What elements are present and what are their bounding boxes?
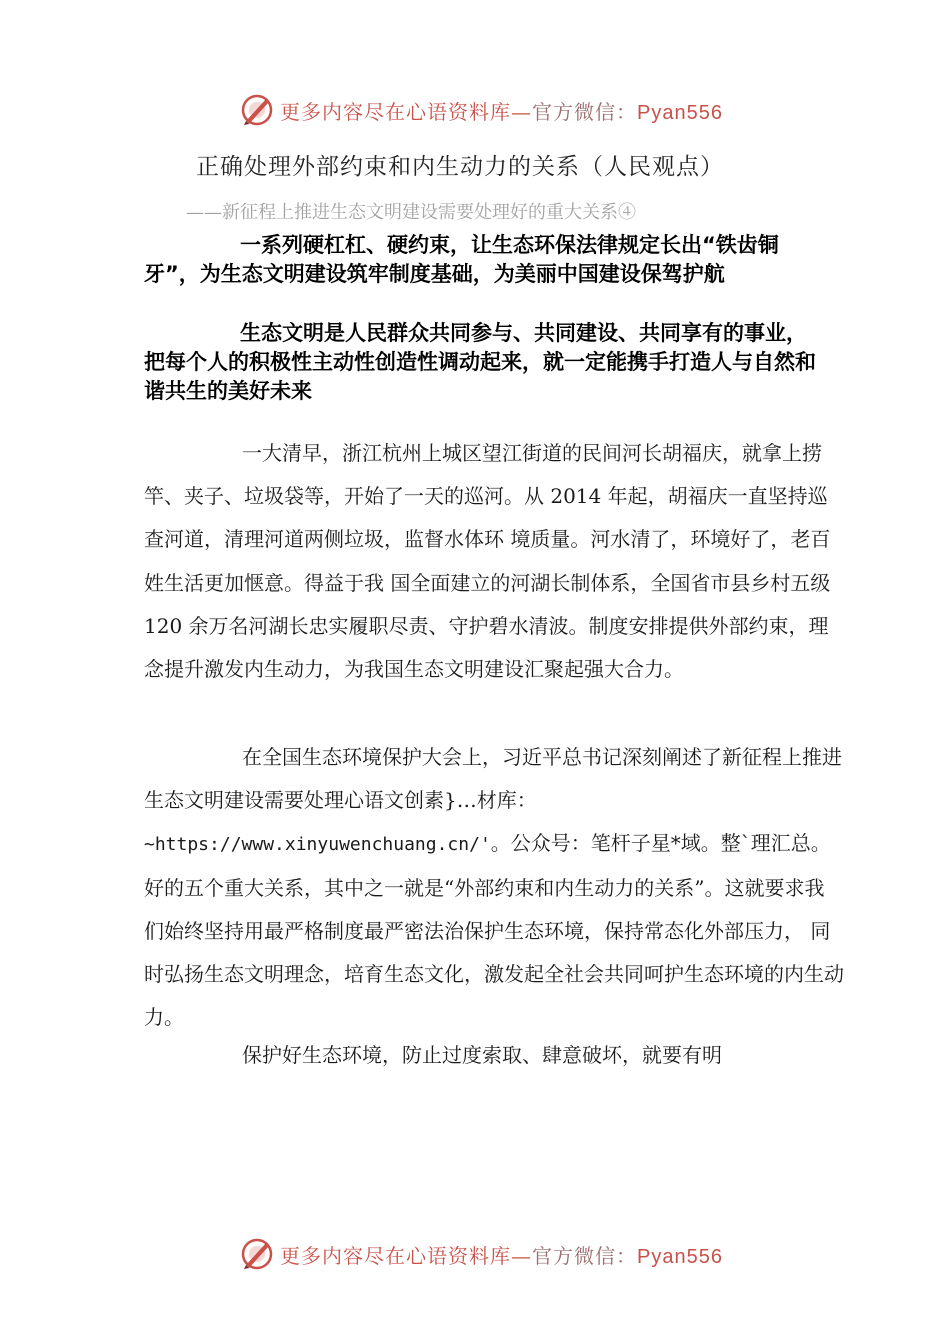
body-paragraph-3: 保护好生态环境，防止过度索取、肆意破坏，就要有明 (242, 1043, 722, 1067)
body-paragraph-1: 一大清早，浙江杭州上城区望江街道的民间河长胡福庆，就拿上捞竿、夹子、垃圾袋等，开始了一天的巡河。从 2014 年起，胡福庆一直坚持巡查河道，清理河道两侧垃圾，监督水体环 境质量。河水清了，环境好了，老百姓生活更加惬意。得益于我 国全面建立的河湖长制体系，全国省市县乡村五级 120 余万名河湖长忠实履职尽责、守护碧水清波。制度安排提供外部约束，理 念提升激发内生动力，为我国生态文明建设汇聚起强大合力。 (144, 441, 831, 682)
watermark-text: 更多内容尽在心语资料库—官方微信：Pyan556 (280, 1243, 723, 1268)
watermark-text: 更多内容尽在心语资料库—官方微信：Pyan556 (280, 99, 723, 124)
pen-logo-icon (240, 93, 274, 127)
inline-url: ~https://www.xinyuwenchuang.cn/' (144, 834, 491, 856)
pen-logo-icon (240, 1237, 274, 1271)
body-paragraph-2: 在全国生态环境保护大会上，习近平总书记深刻阐述了新征程上推进生态文明建设需要处理心语文创素}…材库：~https://www.xinyuwenchuang.cn/'。公众号：笔杆子星*域。整`理汇总。好的五个重大关系，其中之一就是“外部约束和内生动力的关系”。这就要求我们始终坚持用最严格制度最严密法治保护生态环境，保持常态化外部压力， 同时弘扬生态文明理念，培育生态文化，激发起全社会共同呵护生态环境的内生动力。 (144, 745, 844, 1030)
watermark-banner-top (240, 90, 760, 130)
lead-paragraph-1: 一系列硬杠杠、硬约束，让生态环保法律规定长出“铁齿铜牙”，为生态文明建设筑牢制度基础，为美丽中国建设保驾护航 (144, 233, 779, 286)
article-subtitle: ——新征程上推进生态文明建设需要处理好的重大关系④ (186, 202, 636, 223)
lead-paragraph-2: 生态文明是人民群众共同参与、共同建设、共同享有的事业，把每个人的积极性主动性创造性调动起来，就一定能携手打造人与自然和谐共生的美好未来 (144, 321, 816, 403)
article-title: 正确处理外部约束和内生动力的关系（人民观点） (196, 154, 724, 180)
watermark-banner-bottom (240, 1234, 760, 1274)
